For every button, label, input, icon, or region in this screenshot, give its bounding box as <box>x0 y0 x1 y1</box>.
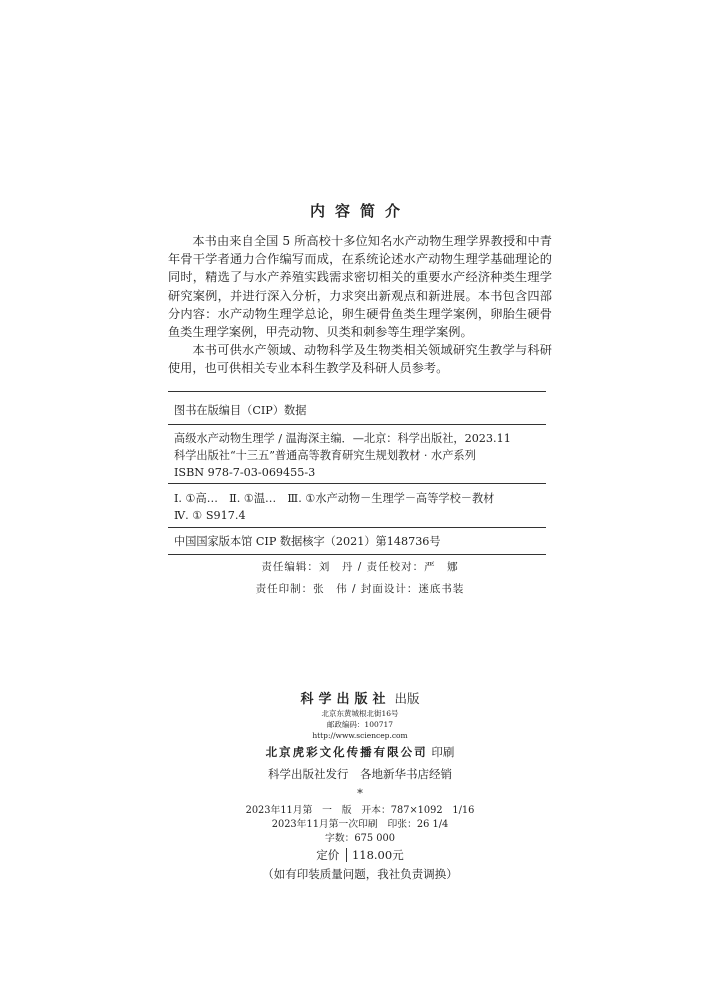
edition-line: 2023年11月第 一 版 开本：787×1092 1/16 <box>245 805 475 816</box>
publisher-address: 北京东黄城根北街16号 <box>321 709 399 718</box>
staff-production: 责任印制：张 伟 / 封面设计：迷底书装 <box>255 583 465 595</box>
cip-bottom-rule <box>168 554 546 555</box>
cip-top-rule <box>168 391 546 392</box>
cip-series-line: 科学出版社“十三五”普通高等教育研究生规划教材 · 水产系列 <box>174 449 476 462</box>
cip-isbn: ISBN 978-7-03-069455-3 <box>174 466 316 479</box>
cip-record <box>174 430 544 481</box>
cip-heading-rule <box>168 424 546 425</box>
price-label: 定价 <box>316 848 340 862</box>
cip-class-rule <box>168 527 546 528</box>
cip-heading: 图书在版编目（CIP）数据 <box>174 404 307 417</box>
distribution-line: 科学出版社发行 各地新华书店经销 <box>268 767 452 781</box>
word-count: 字数：675 000 <box>325 833 395 844</box>
publisher-name: 科学出版社 <box>300 692 391 707</box>
publisher-suffix: 出版 <box>394 691 420 706</box>
publisher-line <box>0 688 720 707</box>
printer-line <box>0 744 720 760</box>
book-abstract <box>168 232 552 378</box>
publisher-postcode: 邮政编码：100717 <box>326 720 394 729</box>
cip-title-line: 高级水产动物生理学 / 温海深主编．—北京：科学出版社，2023.11 <box>174 432 511 445</box>
abstract-paragraph: 本书由来自全国 5 所高校十多位知名水产动物生理学界教授和中青年骨干学者通力合作编写而成，在系统论述水产动物生理学基础理论的同时，精选了与水产养殖实践需求密切相关的重要水产经济种类生理学研究案例，并进行深入分析，力求突出新观点和新进展。本书包含四部分内容：水产动物生理学总论，卵生硬骨鱼类生理学案例，卵胎生硬骨鱼类生理学案例，甲壳动物、贝类和刺参等生理学案例。 <box>168 234 552 340</box>
printer-suffix: 印刷 <box>431 745 455 759</box>
return-note: （如有印装质量问题，我社负责调换） <box>262 867 458 881</box>
printer-name: 北京虎彩文化传播有限公司 <box>265 745 428 759</box>
cip-class-line: Ⅰ. ①高… Ⅱ. ①温… Ⅲ. ①水产动物－生理学－高等学校－教材 <box>174 492 495 505</box>
page-title: 内容简介 <box>309 202 410 220</box>
price-value: 118.00元 <box>346 848 404 862</box>
abstract-paragraph: 本书可供水产领域、动物科学及生物类相关领域研究生教学与科研使用，也可供相关专业本科生教学及科研人员参考。 <box>168 343 552 376</box>
price-line <box>0 847 720 863</box>
cip-classification <box>174 490 544 524</box>
staff-credits <box>0 556 720 600</box>
cip-class-line: Ⅳ. ① S917.4 <box>174 509 246 522</box>
publisher-website: http://www.sciencep.com <box>312 731 408 740</box>
staff-editors: 责任编辑：刘 丹 / 责任校对：严 娜 <box>261 561 459 573</box>
separator-star: * <box>357 786 363 800</box>
cip-verification: 中国国家版本馆 CIP 数据核字（2021）第148736号 <box>174 535 441 548</box>
cip-record-rule <box>168 483 546 484</box>
printing-line: 2023年11月第一次印刷 印张：26 1/4 <box>271 819 449 830</box>
